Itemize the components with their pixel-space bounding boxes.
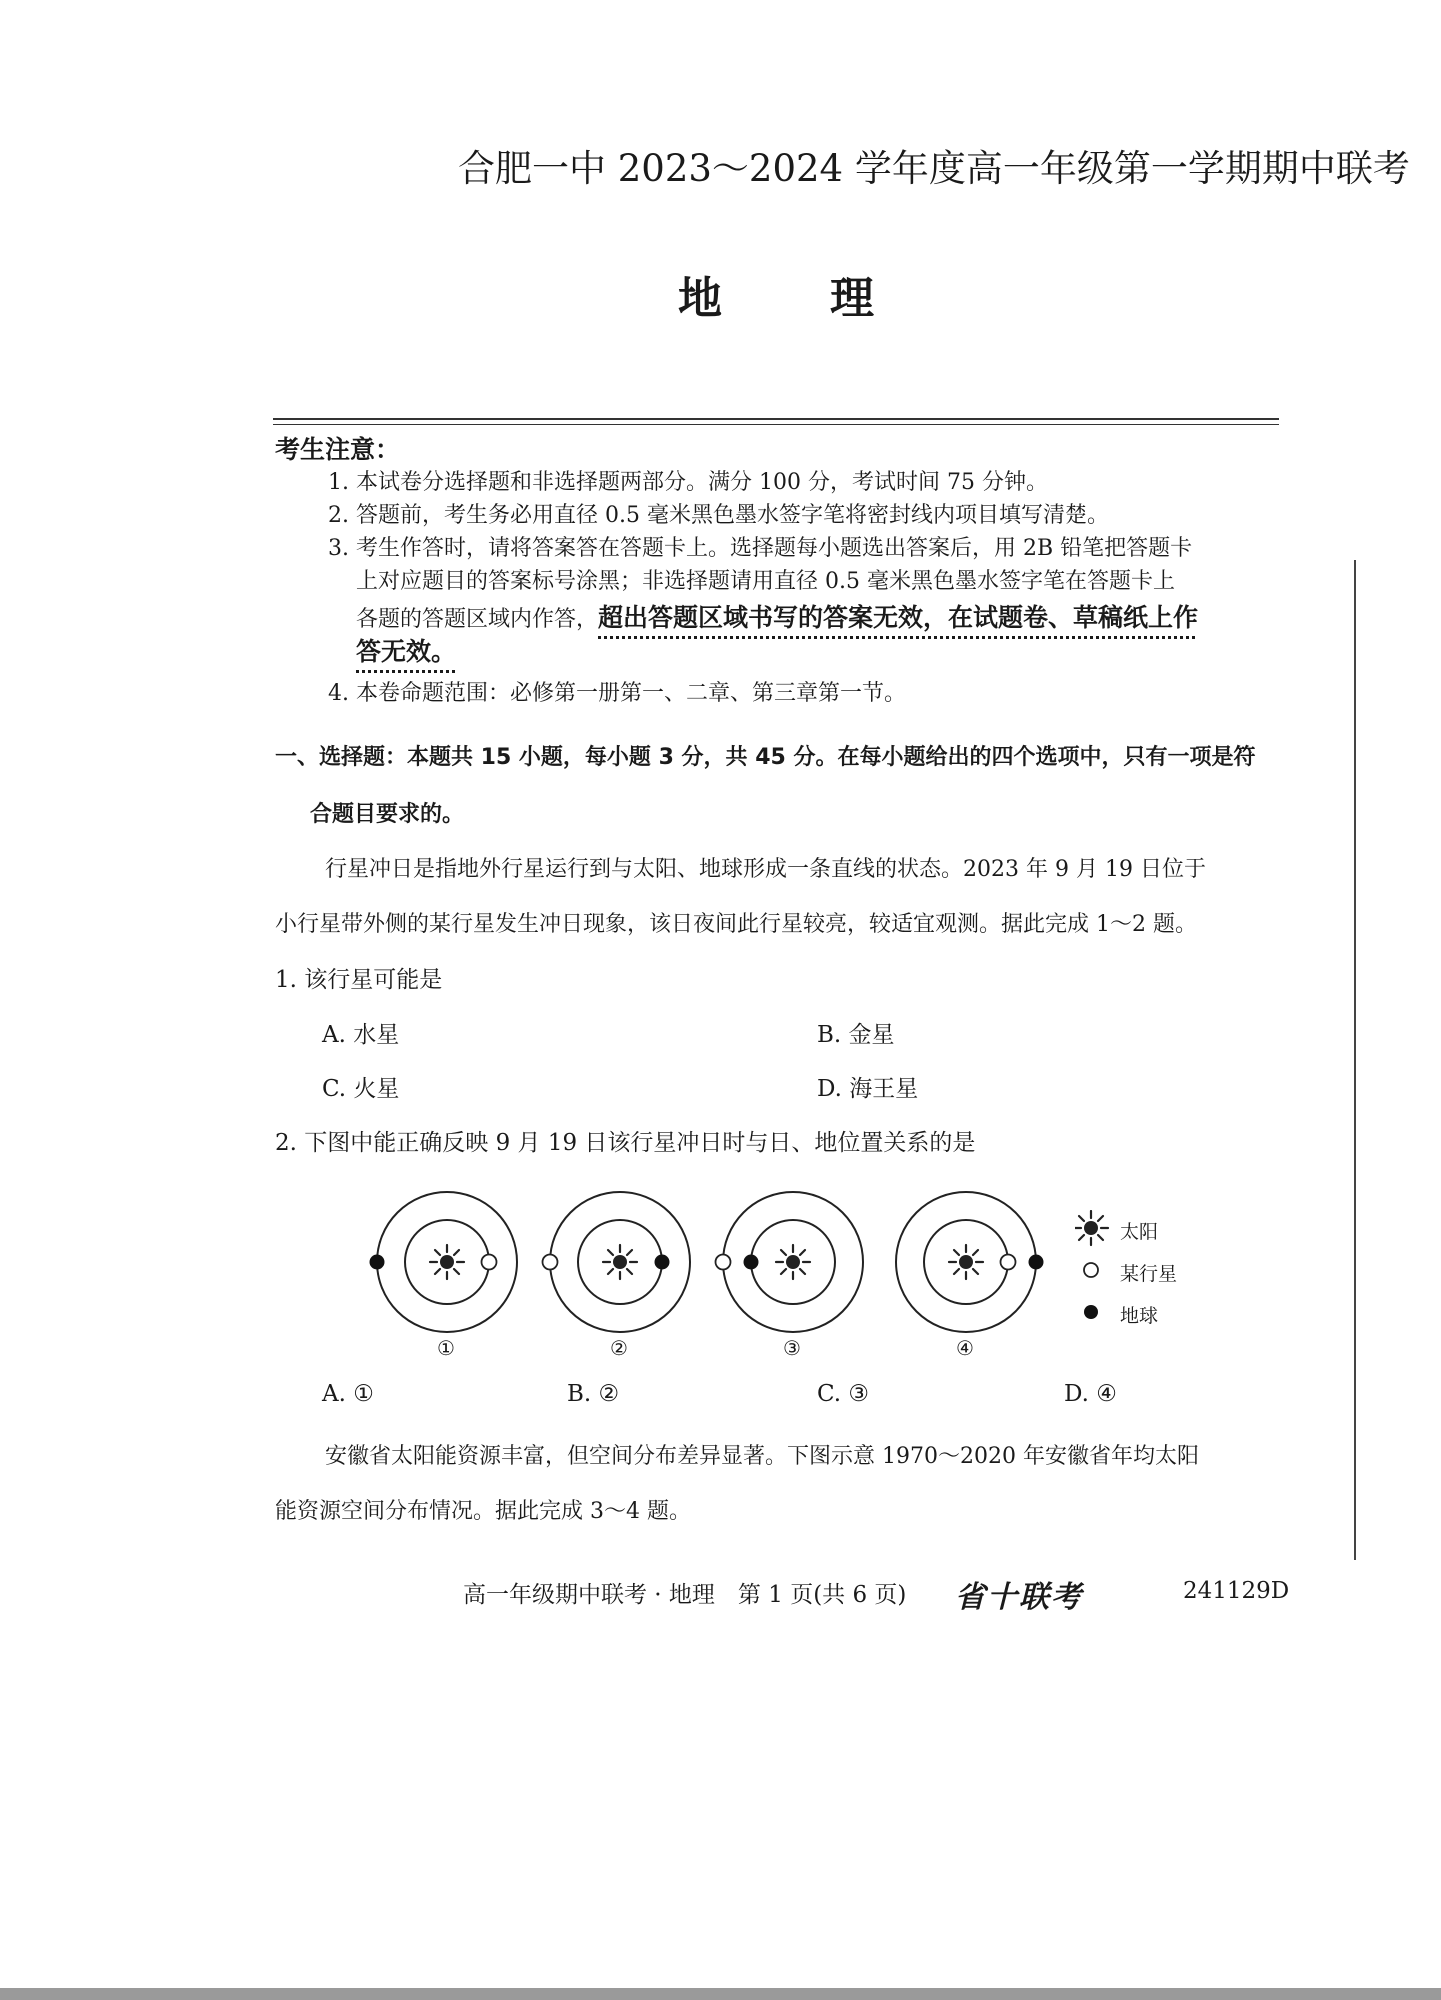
notice-title: 考生注意：	[275, 435, 401, 464]
figure-caption-2: ②	[610, 1336, 628, 1360]
footer-stamp: 省十联考	[955, 1580, 1083, 1615]
notice-emphasis-2: 答无效。	[356, 637, 457, 666]
subject-char-2: 理	[830, 273, 874, 324]
legend-symbols	[1075, 1210, 1115, 1330]
notice-item-3-cont2	[356, 598, 1198, 634]
notice-item-3: 3. 考生作答时，请将答案答在答题卡上。选择题每小题选出答案后，用 2B 铅笔把答题卡	[328, 536, 1193, 561]
q1-option-a: A. 水星	[322, 1022, 400, 1048]
paper-code: 241129D	[1183, 1578, 1290, 1604]
q1-option-b: B. 金星	[817, 1022, 895, 1048]
earth-icon	[370, 1255, 385, 1270]
planet-icon	[1084, 1263, 1098, 1277]
planet-icon	[716, 1255, 731, 1270]
exam-title: 合肥一中 2023～2024 学年度高一年级第一学期期中联考	[458, 147, 1410, 190]
question-2-stem: 2. 下图中能正确反映 9 月 19 日该行星冲日时与日、地位置关系的是	[275, 1130, 976, 1156]
earth-icon	[1084, 1305, 1098, 1319]
orbit-figure-3	[716, 1192, 864, 1332]
q2-option-c: C. ③	[817, 1381, 870, 1407]
sun-icon	[603, 1245, 637, 1279]
orbit-figure-4	[896, 1192, 1044, 1332]
header-rule	[273, 418, 1279, 420]
notice-item-3-tail: 各题的答题区域内作答，	[356, 607, 599, 632]
header-rule-thin	[273, 424, 1279, 425]
figure-caption-3: ③	[783, 1336, 801, 1360]
sun-icon	[776, 1245, 810, 1279]
earth-icon	[1029, 1255, 1044, 1270]
earth-icon	[655, 1255, 670, 1270]
q1-option-c: C. 火星	[322, 1076, 400, 1102]
page-footer: 高一年级期中联考 · 地理 第 1 页(共 6 页)	[463, 1582, 907, 1608]
notice-item-3-cont: 上对应题目的答案标号涂黑；非选择题请用直径 0.5 毫米黑色墨水签字笔在答题卡上	[356, 569, 1175, 594]
orbit-figure-2	[543, 1192, 691, 1332]
planet-icon	[482, 1255, 497, 1270]
notice-emphasis-1: 超出答题区域书写的答案无效，在试题卷、草稿纸上作	[598, 603, 1199, 632]
scan-edge-line	[1354, 560, 1356, 1560]
scan-bottom-edge	[0, 1988, 1441, 2000]
notice-item-1: 1. 本试卷分选择题和非选择题两部分。满分 100 分，考试时间 75 分钟。	[328, 470, 1048, 495]
q2-option-a: A. ①	[322, 1381, 374, 1407]
planet-icon	[543, 1255, 558, 1270]
orbit-figure-1	[370, 1192, 518, 1332]
planet-icon	[1001, 1255, 1016, 1270]
sun-icon	[1075, 1211, 1108, 1245]
legend-label-planet: 某行星	[1120, 1263, 1178, 1285]
notice-item-2: 2. 答题前，考生务必用直径 0.5 毫米黑色墨水签字笔将密封线内项目填写清楚。	[328, 503, 1109, 528]
legend-label-sun: 太阳	[1120, 1221, 1159, 1243]
q1-option-d: D. 海王星	[817, 1076, 919, 1102]
sun-icon	[430, 1245, 464, 1279]
section-heading-cont: 合题目要求的。	[310, 802, 465, 827]
sun-icon	[949, 1245, 983, 1279]
passage-1-line-2: 小行星带外侧的某行星发生冲日现象，该日夜间此行星较亮，较适宜观测。据此完成 1～2 题。	[275, 912, 1197, 937]
orbit-diagram	[360, 1190, 1120, 1350]
q2-option-b: B. ②	[567, 1381, 620, 1407]
question-1-stem: 1. 该行星可能是	[275, 967, 443, 993]
subject-char-1: 地	[678, 273, 722, 324]
earth-icon	[744, 1255, 759, 1270]
legend-label-earth: 地球	[1120, 1305, 1159, 1327]
notice-item-4: 4. 本卷命题范围：必修第一册第一、二章、第三章第一节。	[328, 681, 906, 706]
passage-2-line-2: 能资源空间分布情况。据此完成 3～4 题。	[275, 1499, 691, 1524]
section-heading: 一、选择题：本题共 15 小题，每小题 3 分，共 45 分。在每小题给出的四个选项中，只有一项是符	[275, 745, 1256, 770]
q2-option-d: D. ④	[1064, 1381, 1117, 1407]
passage-2-line-1: 安徽省太阳能资源丰富，但空间分布差异显著。下图示意 1970～2020 年安徽省年均太阳	[325, 1444, 1199, 1469]
notice-item-3-end	[356, 632, 456, 668]
figure-caption-4: ④	[956, 1336, 974, 1360]
figure-caption-1: ①	[437, 1336, 455, 1360]
passage-1-line-1: 行星冲日是指地外行星运行到与太阳、地球形成一条直线的状态。2023 年 9 月 19 日位于	[325, 857, 1206, 882]
subject-title	[678, 262, 874, 326]
